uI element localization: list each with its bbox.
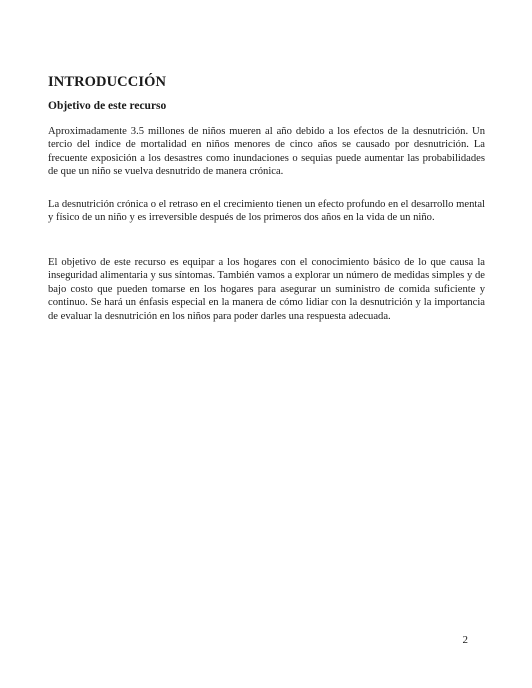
section-heading: INTRODUCCIÓN bbox=[48, 74, 167, 90]
paragraph-chronic-malnutrition: La desnutrición crónica o el retraso en el crecimiento tienen un efecto profundo en el desarrollo mental y físico de un niño y es irreversible después de los primeros dos años en la vida de un niño. bbox=[48, 199, 485, 224]
page-number: 2 bbox=[462, 634, 468, 646]
section-subheading: Objetivo de este recurso bbox=[48, 100, 167, 112]
paragraph-mortality: Aproximadamente 3.5 millones de niños mueren al año debido a los efectos de la desnutrición. Un tercio del índice de mortalidad en niños menores de cinco años se causado por desnutrición. La frecuente exposición a los desastres como inundaciones o sequias puede aumentar las probabilidades de que un niño se vuelva desnutrido de manera crónica. bbox=[48, 126, 485, 178]
paragraph-resource-objective: El objetivo de este recurso es equipar a los hogares con el conocimiento básico de lo que causa la inseguridad alimentaria y sus síntomas. También vamos a explorar un número de medidas simples y de bajo costo que pueden tomarse en los hogares para asegurar un suministro de comida suficiente y continuo. Se hará un énfasis especial en la manera de cómo lidiar con la desnutrición y la importancia de evaluar la desnutrición en los niños para poder darles una respuesta adecuada. bbox=[48, 257, 485, 322]
